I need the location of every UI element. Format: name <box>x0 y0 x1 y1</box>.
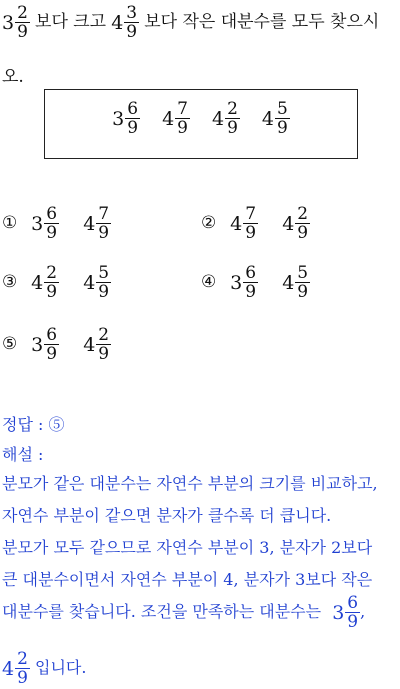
explanation-line-6: 4 $\frac{2}{9}$ 입니다. <box>2 649 87 688</box>
mixed-number-lower-bound: 3 $\frac{2}{9}$ <box>2 3 28 42</box>
given-numbers-box <box>44 89 358 159</box>
box-item: 3 $\frac{6}{9}$ <box>112 99 139 138</box>
explanation-fraction-2: 4 $\frac{2}{9}$ <box>2 649 28 688</box>
question-line-1 <box>2 4 379 41</box>
explanation-line-2: 자연수 부분이 같으면 분자가 클수록 더 큽니다. <box>2 506 332 525</box>
question-line-2: 오. <box>2 67 24 87</box>
explanation-line-3: 분모가 모두 같으므로 자연수 부분이 3, 분자가 2보다 <box>2 538 373 557</box>
box-item: 4 $\frac{5}{9}$ <box>261 99 288 138</box>
explanation-line-4: 큰 대분수이면서 자연수 부분이 4, 분자가 3보다 작은 <box>2 570 373 589</box>
question-text-b: 보다 작은 대분수를 모두 찾으시 <box>144 12 380 32</box>
choice-2[interactable]: ② 4 $\frac{7}{9}$ 4 $\frac{2}{9}$ <box>201 204 309 243</box>
choice-5[interactable]: ⑤ 3 $\frac{6}{9}$ 4 $\frac{2}{9}$ <box>2 325 110 364</box>
choice-marker: ③ <box>2 272 18 292</box>
choice-marker: ① <box>2 213 18 233</box>
explanation-fraction-1: 3 $\frac{6}{9}$ <box>332 593 359 632</box>
choice-marker: ⑤ <box>2 334 18 354</box>
choice-1[interactable]: ① 3 $\frac{6}{9}$ 4 $\frac{7}{9}$ <box>2 204 110 243</box>
mixed-number-upper-bound: 4 $\frac{3}{9}$ <box>111 3 138 42</box>
choice-marker: ② <box>201 213 217 233</box>
explanation-line-5: 대분수를 찾습니다. 조건을 만족하는 대분수는 3 $\frac{6}{9}$ , <box>2 593 366 632</box>
box-item: 4 $\frac{2}{9}$ <box>212 99 238 138</box>
explanation-label: 해설 : <box>2 445 44 464</box>
box-item: 4 $\frac{7}{9}$ <box>162 99 188 138</box>
answer-label: 정답 : ⑤ <box>2 415 65 434</box>
explanation-line-1: 분모가 같은 대분수는 자연수 부분의 크기를 비교하고, <box>2 474 378 493</box>
question-text-a: 보다 크고 <box>35 12 107 32</box>
choice-3[interactable]: ③ 4 $\frac{2}{9}$ 4 $\frac{5}{9}$ <box>2 263 110 302</box>
choice-4[interactable]: ④ 3 $\frac{6}{9}$ 4 $\frac{5}{9}$ <box>201 263 309 302</box>
choice-marker: ④ <box>201 272 217 292</box>
